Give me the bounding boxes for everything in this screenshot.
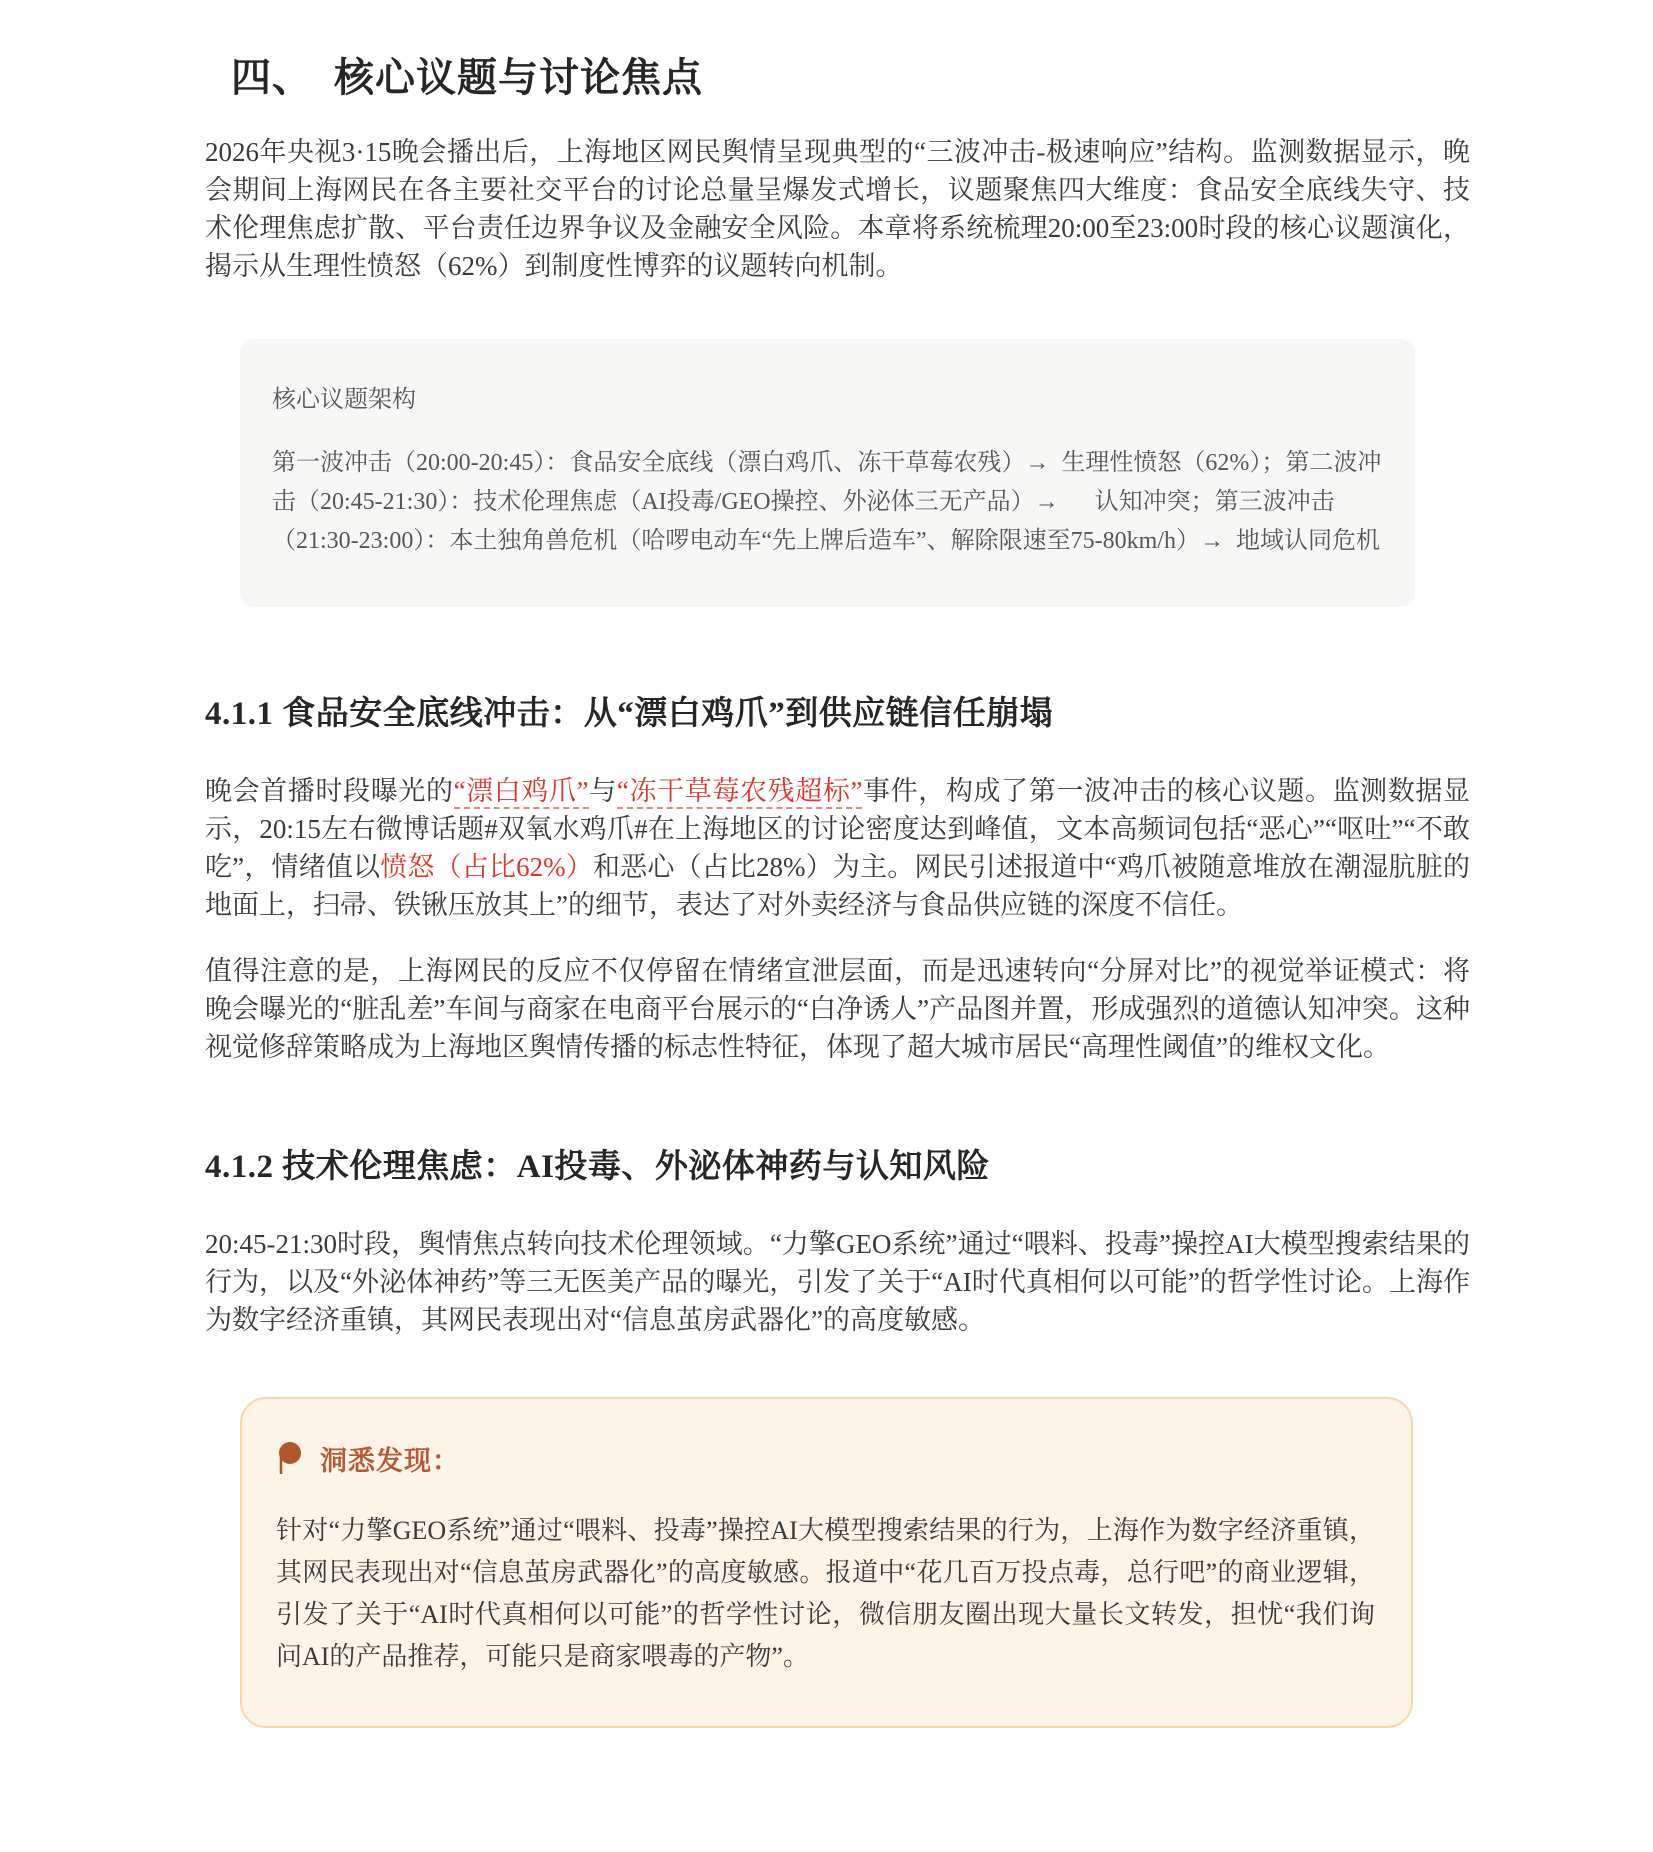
architecture-callout-body: 第一波冲击（20:00-20:45）：食品安全底线（漂白鸡爪、冻干草莓农残）→ 生理性愤怒（62%）；第二波冲击（20:45-21:30）：技术伦理焦虑（AI投毒/GEO操控、外泌体三无产品）→ 认知冲突；第三波冲击（21:30-23:00）：本土独角兽危机（哈啰电动车“先上牌后造车”、解除限速至75-80km/h）→ 地域认同危机 <box>272 450 1382 554</box>
insight-body: 针对“力擎GEO系统”通过“喂料、投毒”操控AI大模型搜索结果的行为，上海作为数字经济重镇，其网民表现出对“信息茧房武器化”的高度敏感。报道中“花几百万投点毒，总行吧”的商业逻辑，引发了关于“AI时代真相何以可能”的哲学性讨论，微信朋友圈出现大量长文转发，担忧“我们询问AI的产品推荐，可能只是商家喂毒的产物”。 <box>276 1516 1375 1671</box>
section-4-1-2-heading: 4.1.2 技术伦理焦虑：AI投毒、外泌体神药与认知风险 <box>205 1149 990 1185</box>
architecture-callout <box>240 339 1415 607</box>
architecture-callout-title: 核心议题架构 <box>272 387 416 413</box>
section-4-1-1-paragraph-2: 值得注意的是，上海网民的反应不仅停留在情绪宣泄层面，而是迅速转向“分屏对比”的视觉举证模式：将晚会曝光的“脏乱差”车间与商家在电商平台展示的“白净诱人”产品图并置，形成强烈的道德认知冲突。这种视觉修辞策略成为上海地区舆情传播的标志性特征，体现了超大城市居民“高理性阈值”的维权文化。 <box>205 956 1470 1062</box>
insight-callout-header <box>276 1439 1375 1478</box>
page-title: 四、 核心议题与讨论焦点 <box>231 55 703 100</box>
highlighted-term-bleached-chicken-feet: “漂白鸡爪” <box>454 776 589 809</box>
insight-callout <box>240 1397 1413 1728</box>
highlighted-term-strawberry-pesticide: “冻干草莓农残超标” <box>617 776 863 809</box>
insight-pin-icon <box>276 1441 304 1477</box>
insight-label: 洞悉发现： <box>320 1446 460 1476</box>
section-4-1-2-paragraph: 20:45-21:30时段，舆情焦点转向技术伦理领域。“力擎GEO系统”通过“喂料、投毒”操控AI大模型搜索结果的行为，以及“外泌体神药”等三无医美产品的曝光，引发了关于“AI时代真相何以可能”的哲学性讨论。上海作为数字经济重镇，其网民表现出对“信息茧房武器化”的高度敏感。 <box>205 1229 1470 1335</box>
intro-paragraph: 2026年央视3·15晚会播出后，上海地区网民舆情呈现典型的“三波冲击-极速响应”结构。监测数据显示，晚会期间上海网民在各主要社交平台的讨论总量呈爆发式增长，议题聚焦四大维度：食品安全底线失守、技术伦理焦虑扩散、平台责任边界争议及金融安全风险。本章将系统梳理20:00至23:00时段的核心议题演化，揭示从生理性愤怒（62%）到制度性博弈的议题转向机制。 <box>205 137 1470 281</box>
section-4-1-1-paragraph-1: 晚会首播时段曝光的“漂白鸡爪”与“冻干草莓农残超标”事件，构成了第一波冲击的核心议题。监测数据显示，20:15左右微博话题#双氧水鸡爪#在上海地区的讨论密度达到峰值，文本高频词包括“恶心”“呕吐”“不敢吃”，情绪值以愤怒（占比62%）和恶心（占比28%）为主。网民引述报道中“鸡爪被随意堆放在潮湿肮脏的地面上，扫帚、铁锹压放其上”的细节，表达了对外卖经济与食品供应链的深度不信任。 <box>205 776 1471 920</box>
section-4-1-1-heading: 4.1.1 食品安全底线冲击：从“漂白鸡爪”到供应链信任崩塌 <box>205 696 1054 732</box>
highlighted-emotion-anger-62: 愤怒（占比62%） <box>380 852 593 882</box>
